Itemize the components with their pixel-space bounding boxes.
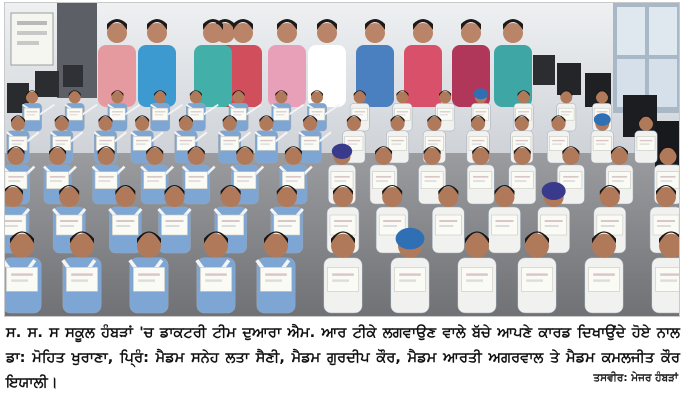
group-photo [4, 2, 680, 317]
photo-scene [5, 3, 680, 317]
notice-board [11, 13, 53, 65]
photo-credit: ਤਸਵੀਰ: ਮੇਜਰ ਹੰਬੜਾਂ [593, 372, 678, 384]
student-figure [391, 228, 429, 313]
student-figure [591, 113, 613, 163]
photo-caption: ਸ. ਸ. ਸ ਸਕੂਲ ਹੰਬੜਾਂ 'ਚ ਡਾਕਟਰੀ ਟੀਮ ਦੁਆਰਾ ਐਮ. ਆਰ ਟੀਕੇ ਲਗਵਾਉਣ ਵਾਲੇ ਬੱਚੇ ਆਪਣੇ ਕਾਰਡ ਦਿਖਾਉਂਦੇ ਹੋਏ ਨਾਲ ਡਾ: ਮੋਹਿਤ ਖੁਰਾਣਾ, ਪ੍ਰਿੰ: ਮੈਡਮ ਸਨੇਹ ਲਤਾ ਸੈਣੀ, ਮੈਡਮ ਗੁਰਦੀਪ ਕੌਰ, ਮੈਡਮ ਆਰਤੀ ਅਗਰਵਾਲ ਤੇ ਮੈਡਮ ਕਮਲਜੀਤ ਕੌਰ ਇਯਾਲੀ। [6, 324, 680, 391]
